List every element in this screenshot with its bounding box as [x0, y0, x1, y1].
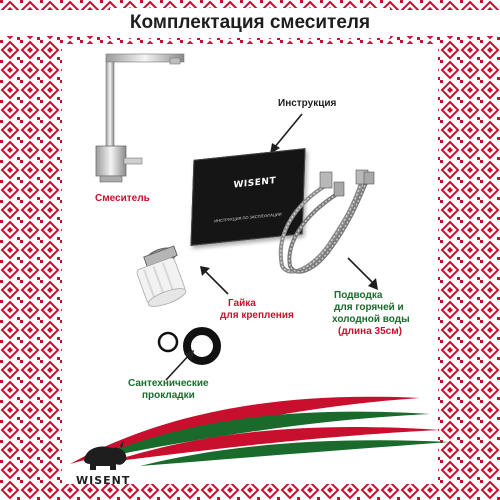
bison-logo: [76, 436, 136, 476]
gaskets-label-1: Сантехнические: [128, 378, 209, 389]
nut-label-1: Гайка: [228, 298, 256, 309]
hoses-label-2: для горячей и: [334, 302, 404, 313]
brand-logo-text: WISENT: [76, 474, 131, 487]
gaskets-label-2: прокладки: [142, 390, 195, 401]
booklet-caption: ИНСТРУКЦИЯ ПО ЭКСПЛУАТАЦИИ: [214, 211, 282, 224]
mixer-label: Смеситель: [95, 193, 150, 204]
hoses-label-1: Подводка: [334, 290, 383, 301]
nut-label-2: для крепления: [220, 310, 294, 321]
faucet-image: [84, 50, 194, 190]
booklet-brand: WISENT: [233, 176, 277, 191]
mounting-nut: [122, 238, 202, 318]
nut-arrow: [196, 262, 232, 298]
hoses-label-3: холодной воды: [332, 314, 410, 325]
instruction-label: Инструкция: [278, 98, 337, 109]
decorative-waves: [0, 380, 500, 470]
hoses-length-label: (длина 35см): [338, 326, 402, 337]
page-title: Комплектация смесителя: [0, 10, 500, 36]
hoses-arrow: [344, 254, 384, 294]
